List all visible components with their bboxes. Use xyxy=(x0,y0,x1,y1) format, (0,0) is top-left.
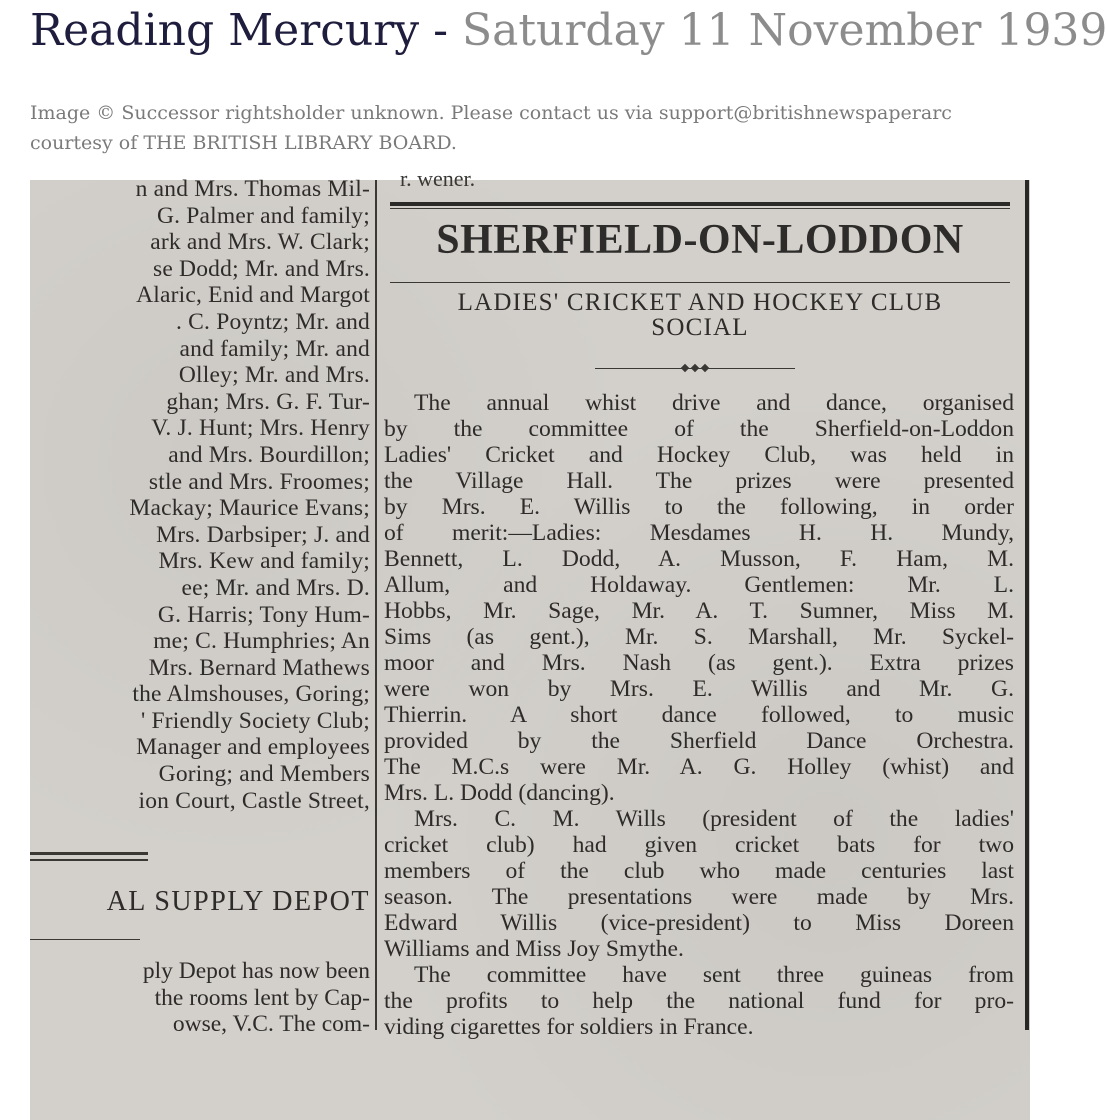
article-body xyxy=(384,390,1014,1040)
article-line: The annual whist drive and dance, organised xyxy=(414,390,1014,416)
article-line: cricket club) had given cricket bats for two xyxy=(384,832,1014,858)
text-line: stle and Mrs. Froomes; xyxy=(148,468,370,495)
text-line: Mrs. Kew and family; xyxy=(158,548,370,575)
left-column-bottom-text xyxy=(0,958,370,1038)
text-line: . C. Poyntz; Mr. and xyxy=(176,308,370,335)
left-column-text xyxy=(0,176,370,814)
article-line: of merit:—Ladies: Mesdames H. H. Mundy, xyxy=(384,520,1014,546)
subheading-line-1: LADIES' CRICKET AND HOCKEY CLUB xyxy=(457,289,943,316)
article-line: Allum, and Holdaway. Gentlemen: Mr. L. xyxy=(384,572,1014,598)
supply-depot-heading: AL SUPPLY DEPOT xyxy=(106,886,370,917)
publication-name: Reading Mercury xyxy=(30,5,420,56)
article-line: by the committee of the Sherfield-on-Loddon xyxy=(384,416,1014,442)
text-line: Olley; Mr. and Mrs. xyxy=(178,362,370,389)
headline-top-rule xyxy=(390,202,1010,206)
article-line: Sims (as gent.), Mr. S. Marshall, Mr. Syckel- xyxy=(384,624,1014,650)
credit-line-2: courtesy of THE BRITISH LIBRARY BOARD. xyxy=(30,132,457,154)
article-line: Mrs. L. Dodd (dancing). xyxy=(384,780,615,806)
article-line: were won by Mrs. E. Willis and Mr. G. xyxy=(384,676,1014,702)
article-line: the Village Hall. The prizes were presented xyxy=(384,468,1014,494)
ornament-divider xyxy=(595,364,795,372)
column-divider xyxy=(375,180,377,1030)
article-line: Hobbs, Mr. Sage, Mr. A. T. Sumner, Miss M. xyxy=(384,598,1014,624)
text-line: ply Depot has now been xyxy=(142,958,370,984)
article-line: Williams and Miss Joy Smythe. xyxy=(384,936,684,962)
headline-bottom-rule xyxy=(390,282,1010,283)
article-line: Ladies' Cricket and Hockey Club, was held in xyxy=(384,442,1014,468)
page-title xyxy=(30,4,1107,64)
text-line: G. Palmer and family; xyxy=(156,202,370,229)
article-line: The committee have sent three guineas from xyxy=(414,962,1014,988)
article-line: Thierrin. A short dance followed, to music xyxy=(384,702,1014,728)
text-line: the Almshouses, Goring; xyxy=(132,681,370,708)
article-subheading xyxy=(390,290,1010,340)
text-line: ' Friendly Society Club; xyxy=(140,707,370,734)
article-line: by Mrs. E. Willis to the following, in order xyxy=(384,494,1014,520)
text-line: Mrs. Bernard Mathews xyxy=(148,654,370,681)
newspaper-scan xyxy=(30,166,1030,1120)
article-line: season. The presentations were made by Mrs. xyxy=(384,884,1014,910)
text-line: the rooms lent by Cap- xyxy=(154,984,370,1011)
article-line: moor and Mrs. Nash (as gent.). Extra prizes xyxy=(384,650,1014,676)
article-line: members of the club who made centuries last xyxy=(384,858,1014,884)
text-line: Manager and employees xyxy=(136,734,370,761)
title-separator: - xyxy=(419,5,462,56)
text-line: ion Court, Castle Street, xyxy=(138,787,370,814)
headline-top-rule-thin xyxy=(390,208,1010,209)
text-line: V. J. Hunt; Mrs. Henry xyxy=(151,415,370,442)
right-edge-rule xyxy=(1025,180,1029,1030)
text-line: se Dodd; Mr. and Mrs. xyxy=(153,255,370,282)
text-line: Mrs. Darbsiper; J. and xyxy=(156,521,370,548)
article-line: Mrs. C. M. Wills (president of the ladies' xyxy=(414,806,1014,832)
text-line: Goring; and Members xyxy=(158,761,370,788)
credit-line-1: Image © Successor rightsholder unknown. Please contact us via support@britishnewspaperarc xyxy=(30,102,952,124)
article-line: Edward Willis (vice-president) to Miss Doreen xyxy=(384,910,1014,936)
article-line: The M.C.s were Mr. A. G. Holley (whist) and xyxy=(384,754,1014,780)
text-line: n and Mrs. Thomas Mil- xyxy=(135,176,370,202)
article-headline: SHERFIELD-ON-LODDON xyxy=(436,217,964,263)
text-line: Alaric, Enid and Margot xyxy=(136,282,370,309)
article-line: provided by the Sherfield Dance Orchestra. xyxy=(384,728,1014,754)
text-line: and family; Mr. and xyxy=(179,335,370,362)
text-line: and Mrs. Bourdillon; xyxy=(168,441,370,468)
subheading-line-2: SOCIAL xyxy=(651,314,749,341)
article-line: viding cigarettes for soldiers in France. xyxy=(384,1014,754,1040)
text-line: ee; Mr. and Mrs. D. xyxy=(181,574,370,601)
publication-date: Saturday 11 November 1939 xyxy=(461,5,1107,56)
left-ornament xyxy=(30,937,140,943)
article-line: Bennett, L. Dodd, A. Musson, F. Ham, M. xyxy=(384,546,1014,572)
text-line: ghan; Mrs. G. F. Tur- xyxy=(166,388,370,415)
article-line: the profits to help the national fund for pro- xyxy=(384,988,1014,1014)
text-line: owse, V.C. The com- xyxy=(172,1011,370,1038)
text-line: ark and Mrs. W. Clark; xyxy=(150,229,370,256)
text-line: G. Harris; Tony Hum- xyxy=(157,601,370,628)
top-stub-text: r. wener. xyxy=(400,166,476,191)
text-line: me; C. Humphries; An xyxy=(153,628,370,655)
left-column-rule xyxy=(30,852,148,865)
image-credit xyxy=(30,98,1030,158)
text-line: Mackay; Maurice Evans; xyxy=(129,495,370,522)
